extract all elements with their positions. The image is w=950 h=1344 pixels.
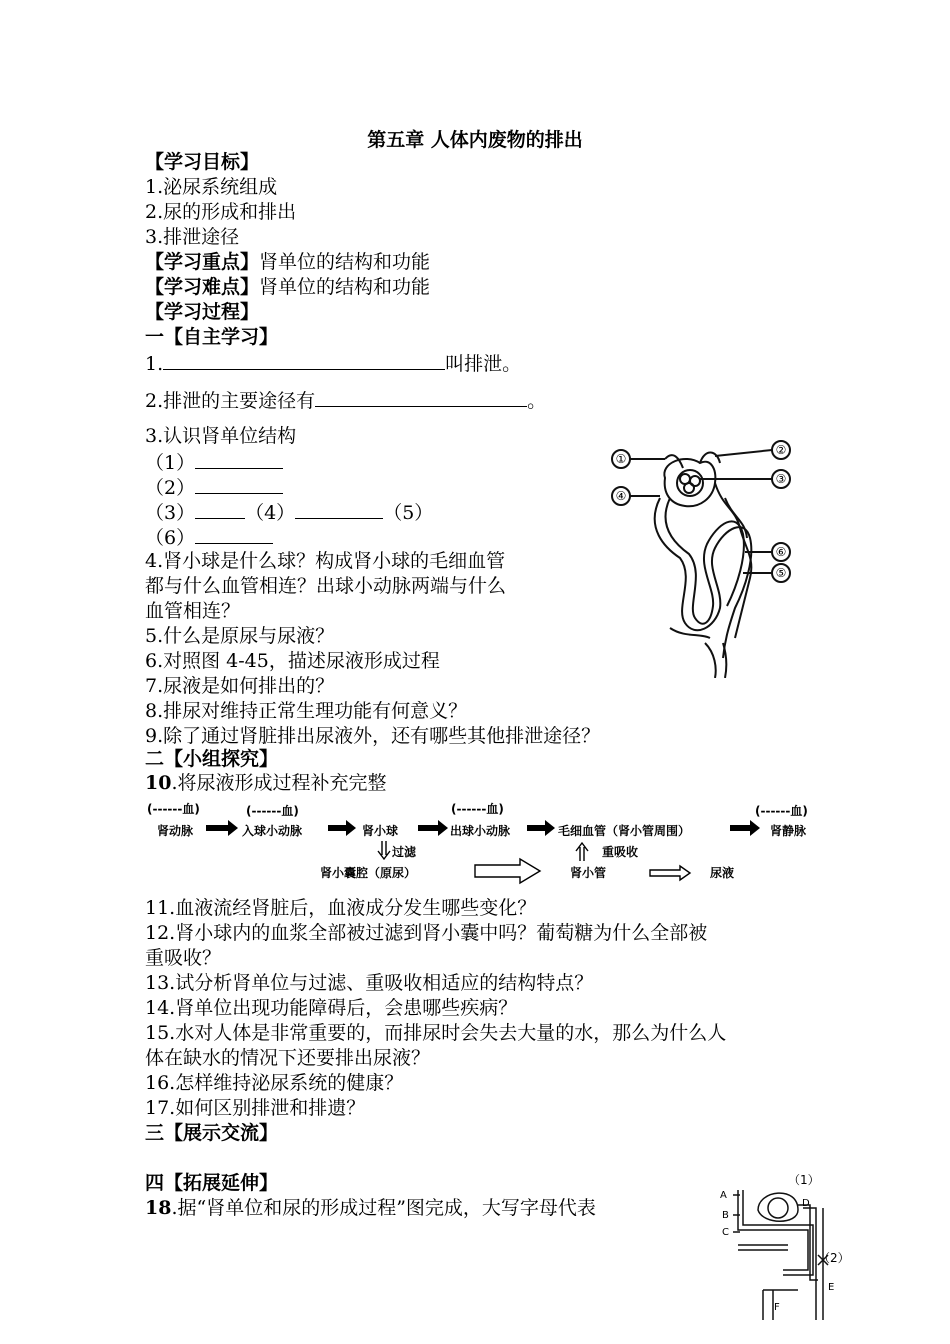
difficulty-text: 肾单位的结构和功能 (259, 276, 431, 298)
label-4: ④ (615, 489, 627, 503)
renal-vein: 肾静脉 (770, 824, 807, 838)
question-4: 4.肾小球是什么球？构成肾小球的毛细血管 (145, 550, 506, 572)
section-title: 【拓展延伸】 (164, 1172, 279, 1194)
question-10 (145, 771, 387, 796)
label-6: ⑥ (775, 545, 787, 559)
objective-item: 1.泌尿系统组成 (145, 176, 278, 198)
q2-suffix: 。 (527, 390, 547, 412)
blank-label: （3） (145, 502, 196, 524)
difficulty-label: 【学习难点】 (145, 276, 260, 298)
question-15: 15.水对人体是非常重要的，而排尿时会失去大量的水，那么为什么人 (145, 1022, 727, 1044)
blank-label: （6） (145, 527, 196, 549)
efferent-arteriole: 出球小动脉 (450, 824, 511, 838)
label-1: ① (615, 452, 627, 466)
renal-tubule: 肾小管 (570, 866, 607, 880)
section1-header (145, 325, 278, 350)
question-15-cont: 体在缺水的情况下还要排出尿液？ (145, 1047, 431, 1069)
difficulty (145, 275, 430, 300)
label-3: ③ (775, 472, 787, 486)
question-4-cont: 血管相连？ (145, 600, 241, 622)
blank-label: （4） (245, 502, 296, 524)
question-18 (145, 1196, 596, 1221)
blank-row-2 (145, 474, 283, 501)
letter-b: B (722, 1210, 729, 1221)
label-2: ② (775, 443, 787, 457)
answer-blank[interactable] (295, 499, 383, 519)
section-number: 三 (145, 1122, 165, 1144)
letter-c: C (722, 1227, 729, 1238)
q2-prefix: 2.排泄的主要途径有 (145, 390, 316, 412)
question-9: 9.除了通过肾脏排出尿液外，还有哪些其他排泄途径？ (145, 725, 601, 747)
section-title: 【自主学习】 (164, 326, 279, 348)
glomerulus: 肾小球 (362, 824, 399, 838)
blank-label: （1） (145, 452, 196, 474)
section-title: 【小组探究】 (164, 748, 279, 770)
flowchart-arrows (140, 815, 840, 885)
answer-blank[interactable] (315, 387, 527, 407)
section-number: 二 (145, 748, 165, 770)
afferent-arteriole: 入球小动脉 (242, 824, 303, 838)
peritubular-capillary: 毛细血管（肾小管周围） (558, 824, 691, 838)
answer-blank[interactable] (195, 499, 245, 519)
renal-artery: 肾动脉 (157, 824, 194, 838)
answer-blank[interactable] (195, 449, 283, 469)
blank-row-1 (145, 449, 283, 476)
q10-text: .将尿液形成过程补充完整 (171, 772, 387, 794)
blood-type-blank: (------血) (147, 802, 200, 816)
q1-prefix: 1. (145, 353, 164, 375)
nephron-diagram (605, 438, 835, 678)
question-13: 13.试分析肾单位与过滤、重吸收相适应的结构特点？ (145, 972, 594, 994)
objective-item: 3.排泄途径 (145, 226, 240, 248)
question-5: 5.什么是原尿与尿液？ (145, 625, 335, 647)
blank-label: （2） (145, 477, 196, 499)
blood-type-blank: (------血) (246, 804, 299, 818)
letter-d: D (802, 1198, 810, 1209)
blank-row-3 (145, 499, 433, 526)
section2-header (145, 747, 278, 772)
key-point (145, 250, 430, 275)
q18-text: .据“肾单位和尿的形成过程”图完成，大写字母代表 (171, 1197, 596, 1219)
objectives-header: 【学习目标】 (145, 151, 260, 173)
label-2: （2） (818, 1251, 850, 1265)
q10-number: 10 (145, 772, 172, 794)
q1-suffix: 叫排泄。 (445, 353, 522, 375)
letter-a: A (720, 1190, 727, 1201)
question-3: 3.认识肾单位结构 (145, 425, 297, 447)
key-point-label: 【学习重点】 (145, 251, 260, 273)
key-point-text: 肾单位的结构和功能 (259, 251, 431, 273)
question-6: 6.对照图 4-45，描述尿液形成过程 (145, 650, 440, 672)
question-4-cont: 都与什么血管相连？出球小动脉两端与什么 (145, 575, 507, 597)
question-2 (145, 387, 546, 414)
question-16: 16.怎样维持泌尿系统的健康？ (145, 1072, 404, 1094)
page-title: 第五章 人体内废物的排出 (367, 129, 583, 151)
label-5: ⑤ (775, 566, 787, 580)
section-title: 【展示交流】 (164, 1122, 279, 1144)
blood-type-blank: (------血) (755, 804, 808, 818)
label-1: （1） (788, 1173, 820, 1187)
urine-label: 尿液 (710, 866, 735, 880)
section4-header (145, 1171, 278, 1196)
answer-blank[interactable] (195, 474, 283, 494)
question-12-cont: 重吸收？ (145, 947, 222, 969)
letter-f: F (774, 1302, 780, 1313)
renal-capsule: 肾小囊腔（原尿） (320, 866, 417, 880)
letter-e: E (828, 1282, 835, 1293)
section-number: 一 (145, 326, 165, 348)
nephron-small-diagram (718, 1170, 868, 1320)
question-1 (145, 350, 521, 377)
blank-label: （5） (383, 502, 434, 524)
question-12: 12.肾小球内的血浆全部被过滤到肾小囊中吗？葡萄糖为什么全部被 (145, 922, 708, 944)
answer-blank[interactable] (163, 350, 445, 370)
question-8: 8.排尿对维持正常生理功能有何意义？ (145, 700, 468, 722)
objective-item: 2.尿的形成和排出 (145, 201, 297, 223)
question-7: 7.尿液是如何排出的？ (145, 675, 335, 697)
question-17: 17.如何区别排泄和排遗？ (145, 1097, 366, 1119)
blank-row-4 (145, 524, 273, 551)
q18-number: 18 (145, 1197, 172, 1219)
filtration-label: 过滤 (392, 845, 417, 859)
question-11: 11.血液流经肾脏后，血液成分发生哪些变化？ (145, 897, 537, 919)
process-header: 【学习过程】 (145, 301, 260, 323)
answer-blank[interactable] (195, 524, 273, 544)
blood-type-blank: (------血) (451, 802, 504, 816)
reabsorption-label: 重吸收 (602, 845, 639, 859)
section-number: 四 (145, 1172, 165, 1194)
question-14: 14.肾单位出现功能障碍后，会患哪些疾病？ (145, 997, 518, 1019)
section3-header (145, 1121, 278, 1146)
